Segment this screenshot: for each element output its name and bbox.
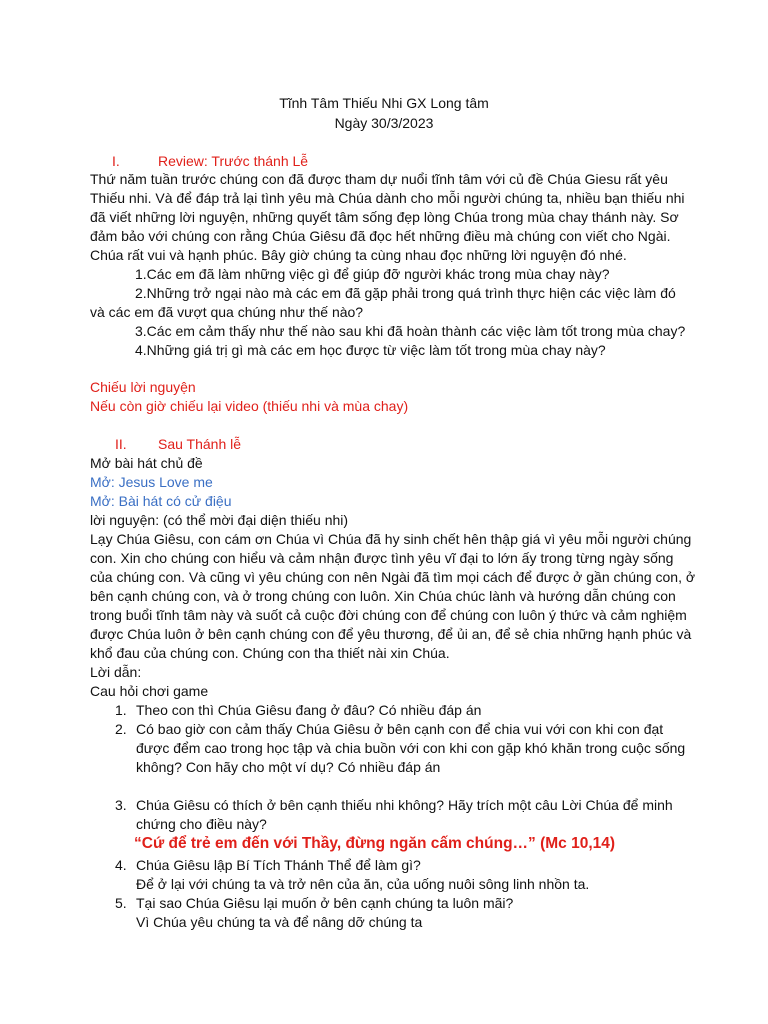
game-item-number: 1. bbox=[115, 702, 127, 718]
section1-heading: Review: Trước thánh Lễ bbox=[158, 153, 309, 169]
prayer-line: khổ đau của chúng con. Chúng con tha thiết nài xin Chúa. bbox=[90, 645, 450, 661]
open-song-jesus-love-me: Mở: Jesus Love me bbox=[90, 474, 213, 490]
game-item-text: Tại sao Chúa Giêsu lại muốn ở bên cạnh chúng ta luôn mãi? bbox=[136, 895, 514, 911]
game-item-text: chứng cho điều này? bbox=[136, 816, 267, 832]
prayer-label: lời nguyện: (có thể mời đại diện thiếu nhi) bbox=[90, 512, 349, 528]
document-title: Tĩnh Tâm Thiếu Nhi GX Long tâm bbox=[279, 95, 489, 111]
prayer-line: của chúng con. Và cũng vì yêu chúng con nên Ngài đã tìm mọi cách để được ở gần chúng con, ở bbox=[90, 569, 696, 585]
review-question: 1.Các em đã làm những việc gì để giúp đỡ người khác trong mùa chay này? bbox=[135, 266, 610, 282]
game-item-text: Có bao giờ con cảm thấy Chúa Giêsu ở bên cạnh con để chia vui với con khi con đạt bbox=[136, 721, 664, 737]
section1-para-line: đảm bảo với chúng con rằng Chúa Giêsu đã đọc hết những điều mà chúng con viết cho Ngài. bbox=[90, 228, 671, 244]
section2-numeral: II. bbox=[115, 436, 127, 452]
prayer-line: bên cạnh chúng con, và ở trong chúng con luôn. Xin Chúa chúc lành và hướng dẫn chúng con bbox=[90, 588, 676, 604]
section1-para-line: Thiếu nhi. Và để đáp trả lại tình yêu mà Chúa dành cho mỗi người chúng ta, nhiều bạn thiếu nhi bbox=[90, 190, 685, 206]
game-item-number: 2. bbox=[115, 721, 127, 737]
game-item-text: Chúa Giêsu có thích ở bên cạnh thiếu nhi không? Hãy trích một câu Lời Chúa để minh bbox=[136, 797, 673, 813]
section1-numeral: I. bbox=[112, 153, 120, 169]
section1-para-line: đã viết những lời nguyện, những quyết tâm sống đẹp lòng Chúa trong mùa chay thánh này. Sơ bbox=[90, 209, 679, 225]
game-item-number: 3. bbox=[115, 797, 127, 813]
game-item-text: Chúa Giêsu lập Bí Tích Thánh Thể để làm gì? bbox=[136, 857, 421, 873]
game-item-number: 5. bbox=[115, 895, 127, 911]
intro-label: Lời dẫn: bbox=[90, 664, 142, 680]
review-question: 4.Những giá trị gì mà các em học được từ việc làm tốt trong mùa chay này? bbox=[135, 342, 606, 358]
game-item-text: không? Con hãy cho một ví dụ? Có nhiều đáp án bbox=[136, 759, 441, 775]
prayer-line: được Chúa luôn ở bên cạnh chúng con để yêu thương, để ủi an, để sẻ chia những hạnh phúc và bbox=[90, 626, 692, 642]
section1-para-line: Chúa rất vui và hạnh phúc. Bây giờ chúng ta cùng nhau đọc những lời nguyện đó nhé. bbox=[90, 247, 627, 263]
note-show-prayers: Chiếu lời nguyện bbox=[90, 379, 196, 395]
game-item-number: 4. bbox=[115, 857, 127, 873]
prayer-line: con. Xin cho chúng con hiểu và cảm nhận được tình yêu vĩ đại to lớn ấy trong từng ngày sống bbox=[90, 550, 674, 566]
open-song-gestures: Mở: Bài hát có cử điệu bbox=[90, 493, 232, 509]
section2-heading: Sau Thánh lễ bbox=[158, 436, 242, 452]
document-date: Ngày 30/3/2023 bbox=[334, 115, 434, 131]
section1-para-line: Thứ năm tuần trước chúng con đã được tham dự nuổi tĩnh tâm với củ đề Chúa Giesu rất yêu bbox=[90, 171, 668, 187]
review-question-cont: và các em đã vượt qua chúng như thế nào? bbox=[90, 304, 364, 320]
game-item-text: Vì Chúa yêu chúng ta và để nâng dỡ chúng ta bbox=[136, 914, 423, 930]
review-question: 2.Những trở ngại nào mà các em đã gặp phải trong quá trình thực hiện các việc làm đó bbox=[135, 285, 676, 301]
scripture-quote: “Cứ để trẻ em đến với Thầy, đừng ngăn cấm chúng…” (Mc 10,14) bbox=[134, 835, 616, 852]
note-show-video: Nếu còn giờ chiếu lại video (thiếu nhi và mùa chay) bbox=[90, 398, 409, 414]
game-questions-label: Cau hỏi chơi game bbox=[90, 683, 209, 699]
game-item-text: được đểm cao trong học tập và chia buồn với con khi con gặp khó khăn trong cuộc sống bbox=[136, 740, 686, 756]
review-question: 3.Các em cảm thấy như thế nào sau khi đã hoàn thành các việc làm tốt trong mùa chay? bbox=[135, 323, 686, 339]
prayer-line: Lạy Chúa Giêsu, con cám ơn Chúa vì Chúa đã hy sinh chết hên thập giá vì yêu mỗi người chúng bbox=[90, 531, 692, 547]
game-item-text: Để ở lại với chúng ta và trở nên của ăn, của uống nuôi sông linh nhồn ta. bbox=[136, 876, 590, 892]
prayer-line: trong buổi tĩnh tâm này và suốt cả cuộc đời chúng con để chúng con luôn ý thức và cảm nghiệm bbox=[90, 607, 687, 623]
open-theme-song: Mở bài hát chủ đề bbox=[90, 455, 203, 471]
game-item-text: Theo con thì Chúa Giêsu đang ở đâu? Có nhiều đáp án bbox=[136, 702, 482, 718]
